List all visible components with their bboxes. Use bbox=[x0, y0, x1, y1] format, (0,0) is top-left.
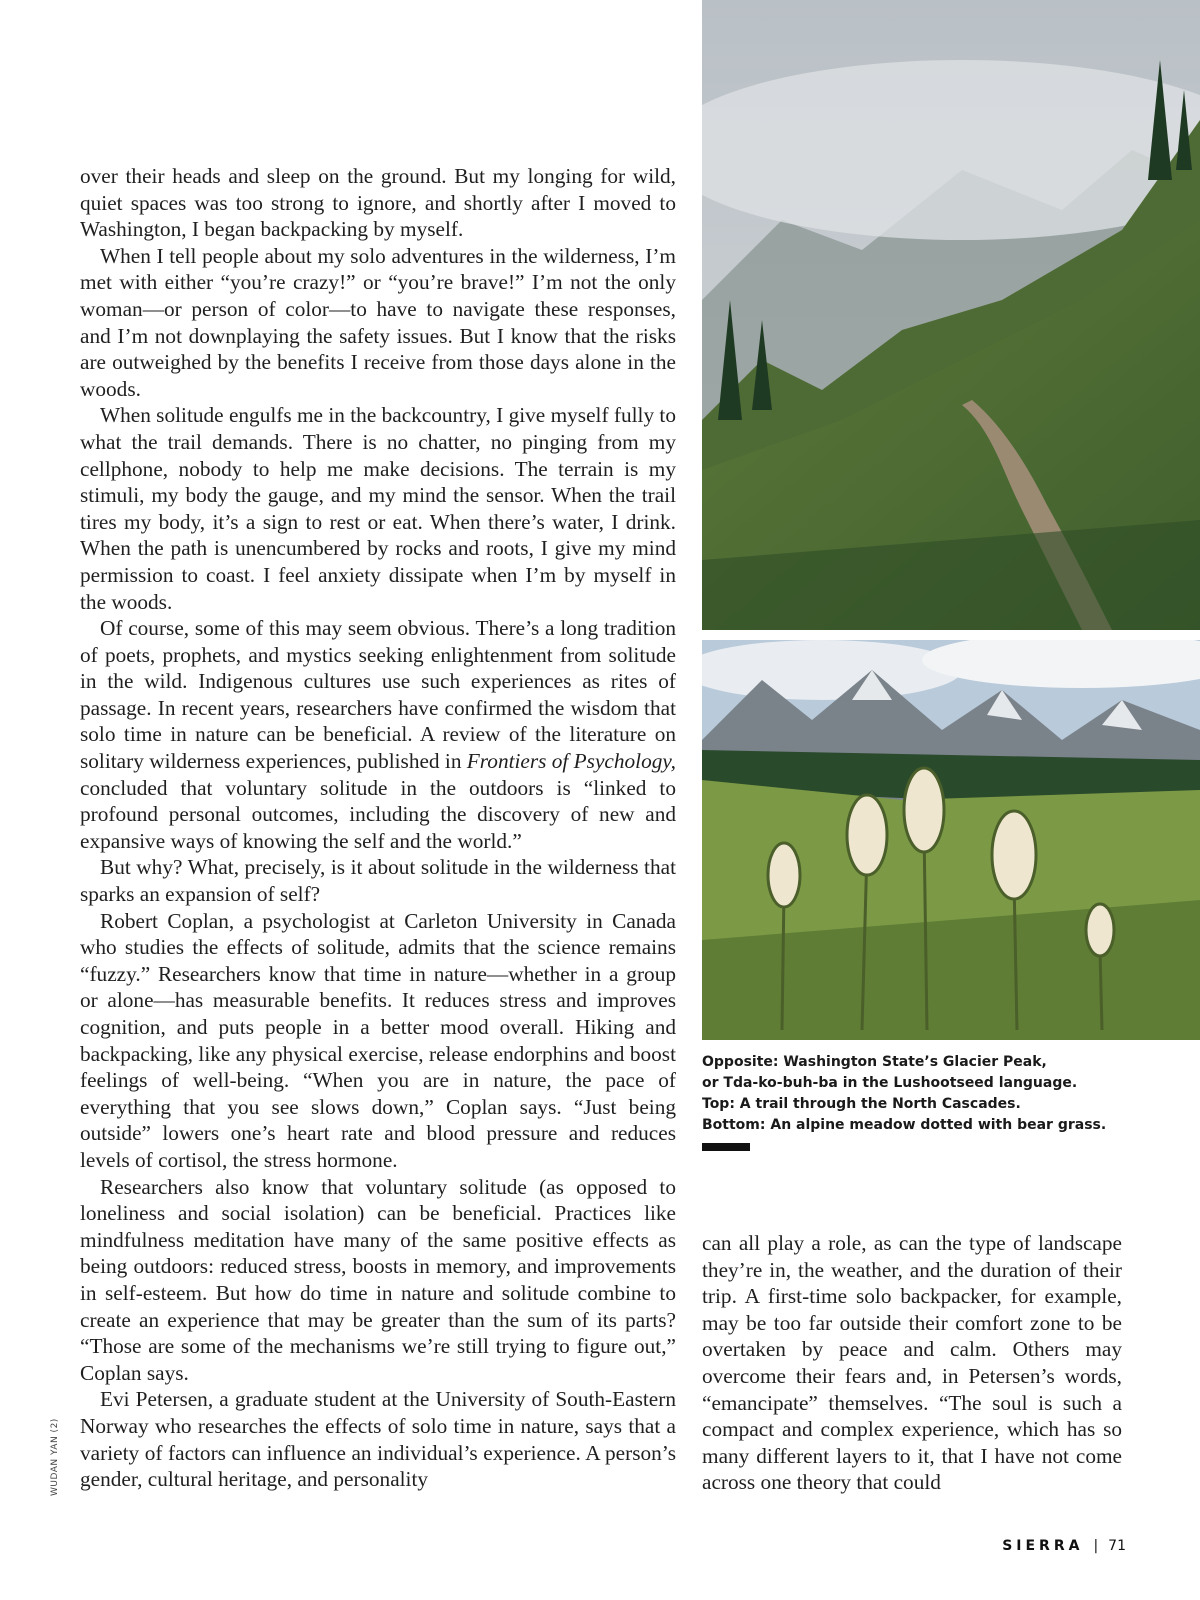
article-main-column bbox=[80, 163, 676, 1493]
caption-line: Bottom: An alpine meadow dotted with bear grass. bbox=[702, 1117, 1107, 1133]
folio-separator: | bbox=[1093, 1538, 1099, 1554]
photo-credit: WUDAN YAN (2) bbox=[50, 1418, 60, 1496]
article-paragraph: Robert Coplan, a psychologist at Carleton University in Canada who studies the effects of solitude, admits that the science remains “fuzzy.” Researchers know that time in nature—whether in a group or alone—has measurable benefits. It reduces stress and improves cognition, and puts people in a better mood overall. Hiking and backpacking, like any physical exercise, release endorphins and boost feelings of well-being. “When you are in nature, the pace of everything that you see slows down,” Coplan says. “Just being outside” lowers one’s heart rate and blood pressure and reduces levels of cortisol, the stress hormone. bbox=[80, 908, 676, 1172]
trail-photo-illustration bbox=[702, 0, 1200, 630]
article-paragraph: When I tell people about my solo adventures in the wilderness, I’m met with either “you’re crazy!” or “you’re brave!” I’m not the only woman—or person of color—to have to navigate these responses, and I’m not downplaying the safety issues. But I know that the risks are outweighed by the benefits I receive from those days alone in the woods. bbox=[80, 243, 676, 401]
paragraph-text: concluded that voluntary solitude in the outdoors is “linked to profound personal outcomes, including the discovery of new and expansive ways of knowing the self and the world.” bbox=[80, 775, 676, 853]
article-paragraph: Evi Petersen, a graduate student at the University of South-Eastern Norway who researches the effects of solo time in nature, says that a variety of factors can influence an individual’s experience. A person’s gender, cultural heritage, and personality bbox=[80, 1387, 676, 1492]
article-paragraph: can all play a role, as can the type of landscape they’re in, the weather, and the duration of their trip. A first-time solo backpacker, for example, may be too far outside their comfort zone to be overtaken by peace and calm. Others may overcome their fears and, in Petersen’s words, “emancipate” themselves. “The soul is such a compact and complex experience, which has so many different layers to it, that I have not come across one theory that could bbox=[702, 1231, 1122, 1495]
article-paragraph: over their heads and sleep on the ground. But my longing for wild, quiet spaces was too strong to ignore, and shortly after I moved to Washington, I began backpacking by myself. bbox=[80, 164, 676, 242]
magazine-name: SIERRA bbox=[1002, 1538, 1084, 1554]
meadow-photo-illustration bbox=[702, 640, 1200, 1040]
photo-caption bbox=[702, 1052, 1182, 1136]
page-folio bbox=[1002, 1538, 1126, 1554]
meadow-photo bbox=[702, 640, 1200, 1040]
article-paragraph: When solitude engulfs me in the backcountry, I give myself fully to what the trail demands. There is no chatter, no pinging from my cellphone, nobody to help me make decisions. The terrain is my stimuli, my body the gauge, and my mind the sensor. When the trail tires my body, it’s a sign to rest or eat. When there’s water, I drink. When the path is unencumbered by rocks and roots, I give my mind permission to coast. I feel anxiety dissipate when I’m by myself in the woods. bbox=[80, 403, 676, 614]
article-paragraph: Researchers also know that voluntary solitude (as opposed to loneliness and social isolation) can be beneficial. Practices like mindfulness meditation have many of the same positive effects as being outdoors: reduced stress, boosts in memory, and improvements in self-esteem. But how do time in nature and solitude combine to create an experience that may be greater than the sum of its parts? “Those are some of the mechanisms we’re still trying to figure out,” Coplan says. bbox=[80, 1174, 676, 1385]
caption-line: Opposite: Washington State’s Glacier Peak, bbox=[702, 1054, 1047, 1070]
page-number: 71 bbox=[1108, 1538, 1126, 1554]
caption-line: or Tda-ko-buh-ba in the Lushootseed language. bbox=[702, 1075, 1078, 1091]
journal-title: Frontiers of Psychology, bbox=[466, 749, 676, 774]
caption-line: Top: A trail through the North Cascades. bbox=[702, 1096, 1021, 1112]
trail-photo bbox=[702, 0, 1200, 630]
article-paragraph: But why? What, precisely, is it about solitude in the wilderness that sparks an expansion of self? bbox=[80, 855, 676, 907]
caption-divider bbox=[702, 1143, 750, 1151]
article-paragraph bbox=[80, 615, 676, 854]
paragraph-text: Of course, some of this may seem obvious. There’s a long tradition of poets, prophets, and mystics seeking enlightenment from solitude in the wild. Indigenous cultures use such experiences as rites of passage. In recent years, researchers have confirmed the wisdom that solo time in nature can be beneficial. A review of the literature on solitary wilderness experiences, published in bbox=[80, 616, 676, 774]
article-right-column bbox=[702, 1230, 1122, 1496]
